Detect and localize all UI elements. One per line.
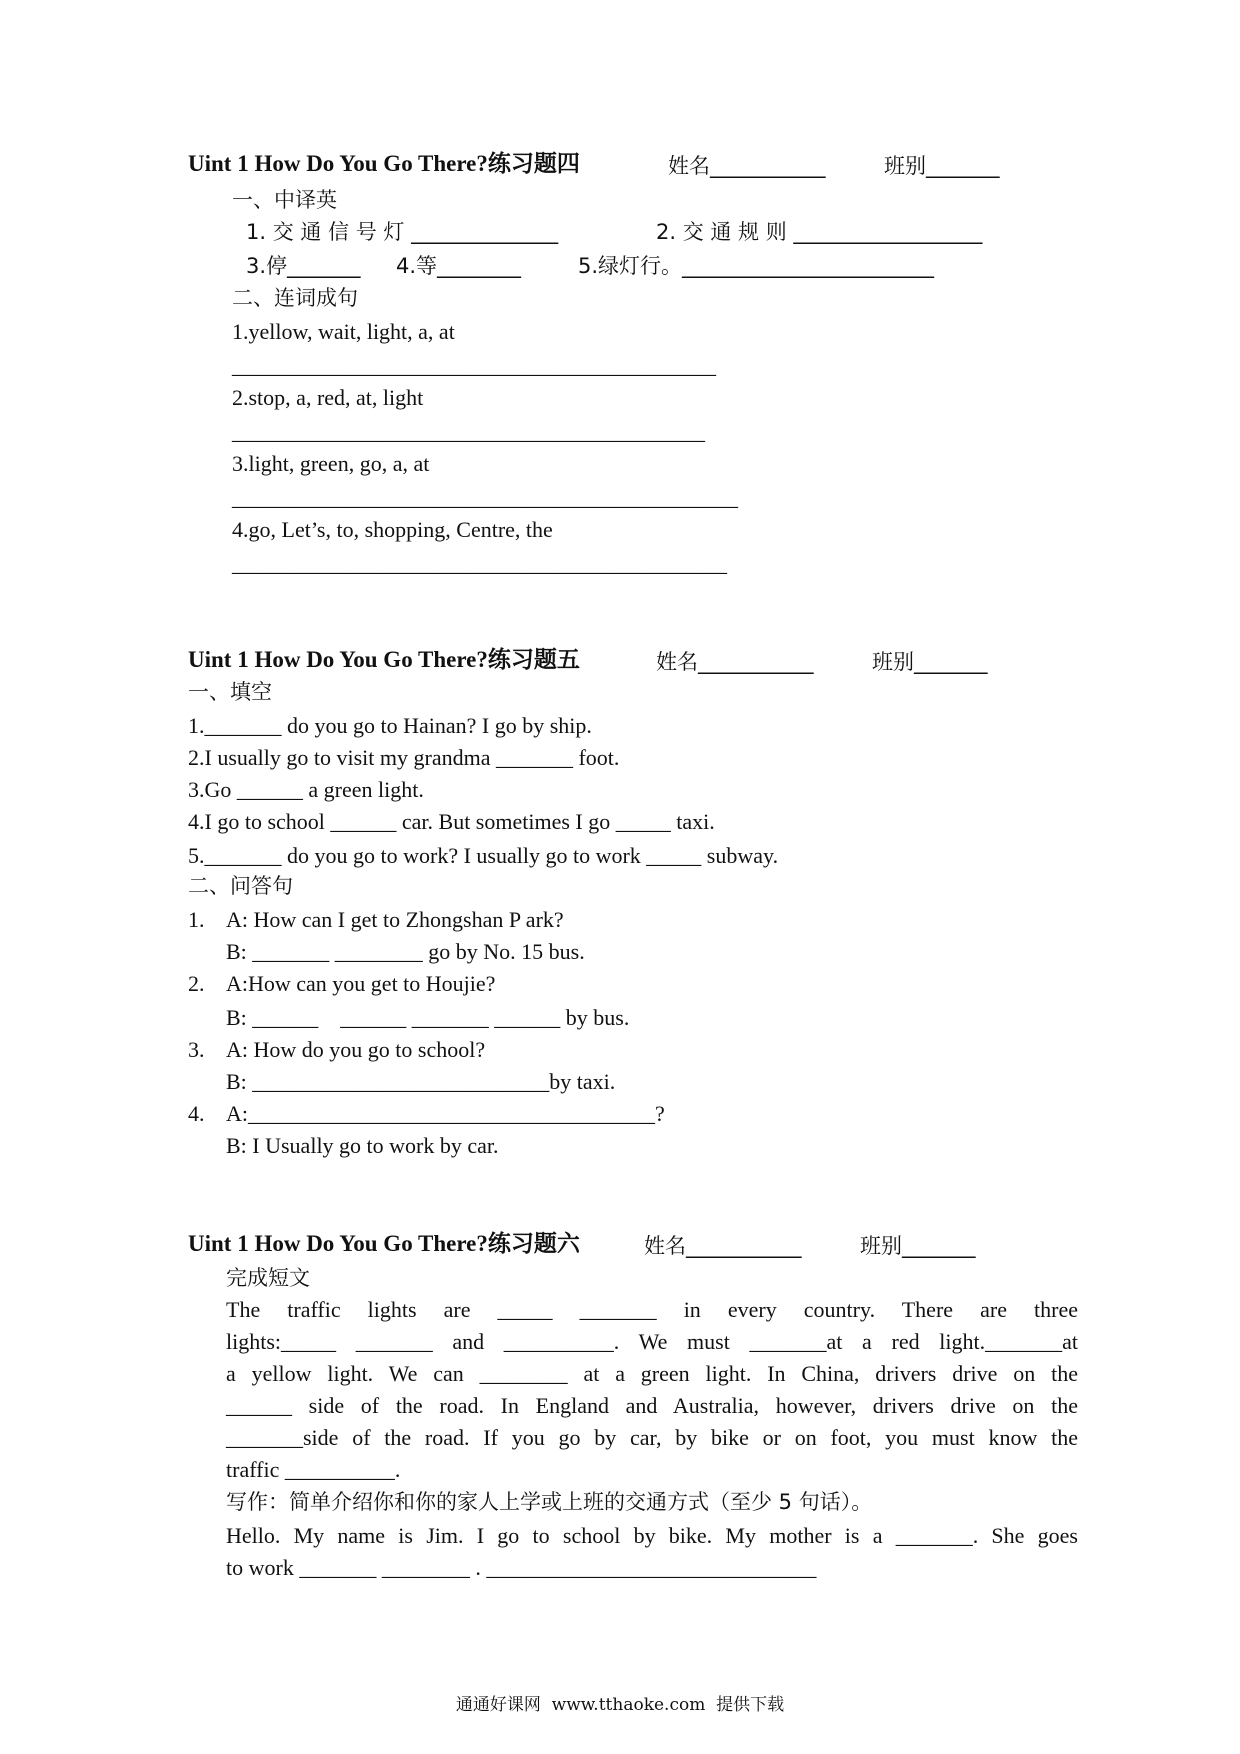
sheet6-name-field: 姓名___________ [644, 1234, 802, 1258]
sheet4-translate-2: 2. 交 通 规 则 __________________ [656, 220, 983, 244]
sheet4-translate-1: 1. 交 通 信 号 灯 ______________ [246, 220, 559, 244]
sheet5-fill-item: 5._______ do you go to work? I usually go to work _____ subway. [188, 843, 779, 868]
sheet5-qa-question: A:How can you get to Houjie? [226, 971, 496, 996]
sheet5-part1-heading: 一、填空 [188, 680, 272, 704]
passage-line: The traffic lights are _____ _______ in every country. There are three [226, 1297, 1078, 1322]
sheet5-qa-answer: B: _______ ________ go by No. 15 bus. [226, 939, 585, 964]
sheet4-translate-5: 5.绿灯行。________________________ [578, 254, 935, 278]
sheet6-class-field: 班别_______ [860, 1234, 976, 1258]
sheet4-part1-heading: 一、中译英 [232, 188, 337, 212]
sheet5-qa-answer: B: ___________________________by taxi. [226, 1069, 616, 1094]
sheet4-item-3-answer-line: ______________________________________________ [232, 485, 738, 510]
sheet4-item-2-answer-line: ___________________________________________ [232, 419, 705, 444]
sheet5-title: Uint 1 How Do You Go There?练习题五 [188, 647, 580, 672]
sheet4-class-field: 班别_______ [884, 154, 1000, 178]
sheet5-qa-number: 1. [188, 907, 205, 932]
passage-line: _______side of the road. If you go by car, by bike or on foot, you must know the [226, 1425, 1078, 1450]
sheet4-translate-4: 4.等________ [396, 254, 522, 278]
sheet5-fill-item: 3.Go ______ a green light. [188, 777, 424, 802]
sheet5-qa-question: A:_____________________________________? [226, 1101, 665, 1126]
writing-heading: 写作：简单介绍你和你的家人上学或上班的交通方式（至少 5 句话）。 [226, 1490, 873, 1514]
footer-credit: 通通好课网 www.tthaoke.com 提供下载 [455, 1695, 785, 1715]
sheet5-fill-item: 2.I usually go to visit my grandma _______ foot. [188, 745, 620, 770]
sheet5-fill-item: 4.I go to school ______ car. But sometimes I go _____ taxi. [188, 809, 715, 834]
sheet5-qa-question: A: How can I get to Zhongshan P ark? [226, 907, 564, 932]
sheet5-class-field: 班别_______ [872, 650, 988, 674]
passage-line: a yellow light. We can ________ at a green light. In China, drivers drive on the [226, 1361, 1078, 1386]
sheet4-translate-3: 3.停_______ [246, 254, 361, 278]
sheet4-item-4-answer-line: _____________________________________________ [232, 551, 727, 576]
writing-line: Hello. My name is Jim. I go to school by bike. My mother is a _______. She goes [226, 1523, 1078, 1548]
sheet5-qa-answer: B: ______ ______ _______ ______ by bus. [226, 1005, 630, 1030]
sheet4-name-field: 姓名___________ [668, 154, 826, 178]
passage-line: lights:_____ _______ and __________. We must _______at a red light._______at [226, 1329, 1078, 1354]
passage-line: ______ side of the road. In England and Australia, however, drivers drive on the [226, 1393, 1078, 1418]
writing-line: to work _______ ________ . ______________________________ [226, 1555, 817, 1580]
sheet6-part1-heading: 完成短文 [226, 1266, 310, 1290]
sheet5-name-field: 姓名___________ [656, 650, 814, 674]
sheet5-part2-heading: 二、问答句 [188, 874, 293, 898]
sheet5-qa-number: 2. [188, 971, 205, 996]
passage-last-line: traffic __________. [226, 1457, 401, 1482]
sheet4-part2-heading: 二、连词成句 [232, 286, 358, 310]
sheet5-qa-answer: B: I Usually go to work by car. [226, 1133, 499, 1158]
sheet4-item-3-prompt: 3.light, green, go, a, at [232, 451, 430, 476]
sheet4-item-1-prompt: 1.yellow, wait, light, a, at [232, 319, 455, 344]
sheet5-qa-number: 3. [188, 1037, 205, 1062]
sheet4-title: Uint 1 How Do You Go There?练习题四 [188, 151, 580, 176]
sheet6-title: Uint 1 How Do You Go There?练习题六 [188, 1231, 580, 1256]
sheet5-fill-item: 1._______ do you go to Hainan? I go by ship. [188, 713, 592, 738]
sheet5-qa-number: 4. [188, 1101, 205, 1126]
sheet4-item-2-prompt: 2.stop, a, red, at, light [232, 385, 424, 410]
sheet4-item-4-prompt: 4.go, Let’s, to, shopping, Centre, the [232, 517, 553, 542]
sheet4-item-1-answer-line: ____________________________________________ [232, 353, 716, 378]
sheet5-qa-question: A: How do you go to school? [226, 1037, 486, 1062]
